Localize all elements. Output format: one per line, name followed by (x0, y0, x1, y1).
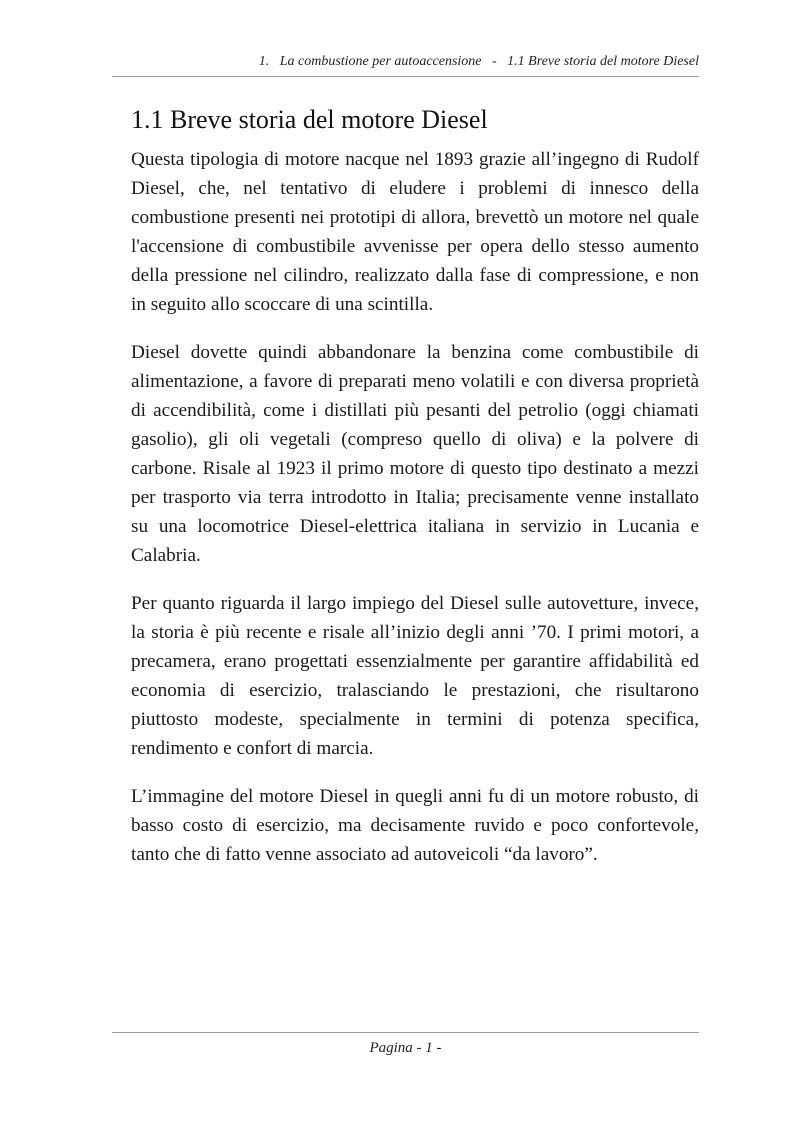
paragraph-1: Questa tipologia di motore nacque nel 1893 grazie all’ingegno di Rudolf Diesel, che, nel tentativo di eludere i problemi di innesco della combustione presenti nei prototipi di allora, brevettò un motore nel quale l'accensione di combustibile avvenisse per opera dello stesso aumento della pressione nel cilindro, realizzato dalla fase di compressione, e non in seguito allo scoccare di una scintilla. (131, 149, 699, 315)
footer-divider (112, 1032, 699, 1033)
paragraph-3: Per quanto riguarda il largo impiego del Diesel sulle autovetture, invece, la storia è più recente e risale all’inizio degli anni ’70. I primi motori, a precamera, erano progettati essenzialmente per garantire affidabilità ed economia di esercizio, tralasciando le prestazioni, che risultarono piuttosto modeste, specialmente in termini di potenza specifica, rendimento e confort di marcia. (131, 593, 699, 759)
section-title: 1.1 Breve storia del motore Diesel (131, 105, 488, 134)
running-header: 1. La combustione per autoaccensione - 1.1 Breve storia del motore Diesel (258, 54, 699, 69)
header-divider (112, 76, 699, 77)
paragraph-4: L’immagine del motore Diesel in quegli anni fu di un motore robusto, di basso costo di esercizio, ma decisamente ruvido e poco confortevole, tanto che di fatto venne associato ad autoveicoli “da lavoro”. (131, 786, 699, 865)
page-number: Pagina - 1 - (369, 1040, 442, 1056)
paragraph-2: Diesel dovette quindi abbandonare la benzina come combustibile di alimentazione, a favore di preparati meno volatili e con diversa proprietà di accendibilità, come i distillati più pesanti del petrolio (oggi chiamati gasolio), gli oli vegetali (compreso quello di oliva) e la polvere di carbone. Risale al 1923 il primo motore di questo tipo destinato a mezzi per trasporto via terra introdotto in Italia; precisamente venne installato su una locomotrice Diesel-elettrica italiana in servizio in Lucania e Calabria. (131, 342, 699, 566)
body-text (131, 145, 699, 888)
